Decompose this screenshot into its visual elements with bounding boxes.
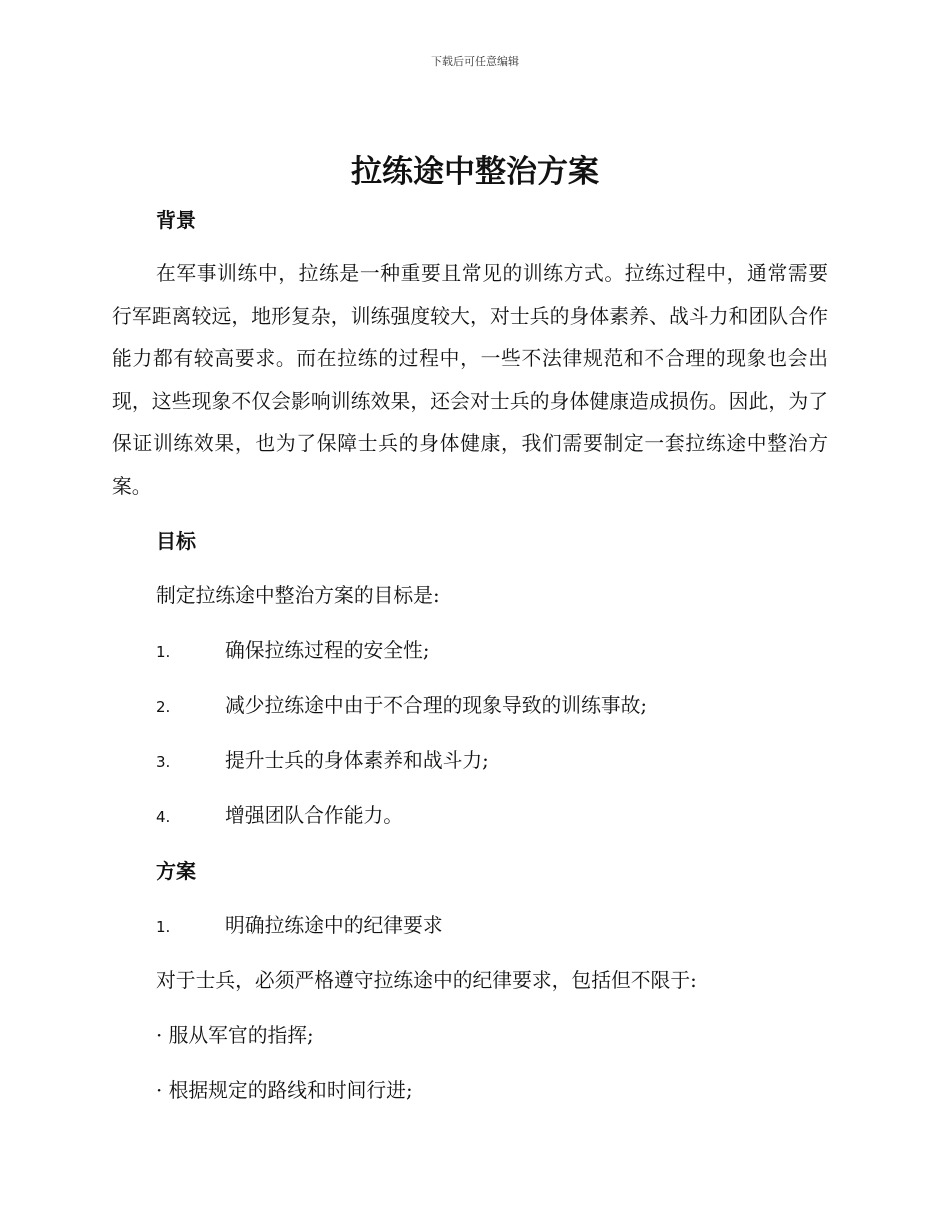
plan-bullet-2: · 根据规定的路线和时间行进;: [156, 1079, 413, 1102]
list-number: 4.: [156, 808, 171, 826]
list-number: 3.: [156, 753, 171, 771]
list-number: 2.: [156, 698, 171, 716]
goal-item-2: [156, 692, 647, 721]
goals-intro: 制定拉练途中整治方案的目标是:: [156, 584, 440, 607]
list-text: 明确拉练途中的纪律要求: [225, 914, 443, 937]
page-header-note: 下载后可任意编辑: [431, 55, 519, 68]
list-text: 减少拉练途中由于不合理的现象导致的训练事故;: [225, 694, 648, 717]
document-title: 拉练途中整治方案: [351, 154, 599, 190]
goal-item-1: [156, 637, 429, 666]
section-heading-plan: 方案: [156, 859, 196, 883]
goal-item-3: [156, 747, 489, 776]
list-text: 提升士兵的身体素养和战斗力;: [225, 749, 489, 772]
list-number: 1.: [156, 643, 171, 661]
list-number: 1.: [156, 918, 171, 936]
background-paragraph: 在军事训练中，拉练是一种重要且常见的训练方式。拉练过程中，通常需要行军距离较远，地形复杂，训练强度较大，对士兵的身体素养、战斗力和团队合作能力都有较高要求。而在拉练的过程中，一些不法律规范和不合理的现象也会出现，这些现象不仅会影响训练效果，还会对士兵的身体健康造成损伤。因此，为了保证训练效果，也为了保障士兵的身体健康，我们需要制定一套拉练途中整治方案。: [112, 262, 828, 498]
plan-item-1: [156, 912, 443, 941]
plan-bullet-1: · 服从军官的指挥;: [156, 1024, 314, 1047]
list-text: 增强团队合作能力。: [225, 804, 404, 827]
section-heading-goals: 目标: [156, 529, 196, 553]
plan-intro: 对于士兵，必须严格遵守拉练途中的纪律要求，包括但不限于:: [156, 969, 697, 992]
section-heading-background: 背景: [156, 208, 196, 232]
goal-item-4: [156, 802, 403, 831]
list-text: 确保拉练过程的安全性;: [225, 639, 430, 662]
